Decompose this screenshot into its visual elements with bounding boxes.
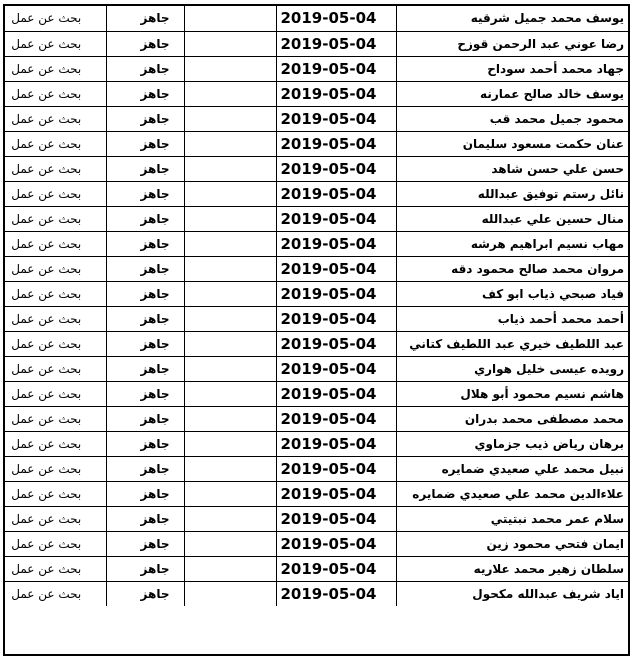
date-cell: 2019-05-04 xyxy=(276,581,396,606)
table-row xyxy=(5,181,628,206)
empty-cell xyxy=(184,456,276,481)
table-row xyxy=(5,156,628,181)
date-cell: 2019-05-04 xyxy=(276,6,396,31)
status-cell: جاهز xyxy=(106,481,184,506)
empty-cell xyxy=(184,256,276,281)
table-row xyxy=(5,331,628,356)
empty-cell xyxy=(184,131,276,156)
status-cell: جاهز xyxy=(106,56,184,81)
name-cell: محمود جميل محمد قب xyxy=(396,106,628,131)
name-cell: نبيل محمد علي صعيدي ضمايره xyxy=(396,456,628,481)
type-cell: بحث عن عمل xyxy=(5,131,106,156)
date-cell: 2019-05-04 xyxy=(276,256,396,281)
empty-cell xyxy=(184,481,276,506)
name-cell: محمد مصطفى محمد بدران xyxy=(396,406,628,431)
status-cell: جاهز xyxy=(106,231,184,256)
applicants-table xyxy=(5,6,628,606)
table-row xyxy=(5,206,628,231)
date-cell: 2019-05-04 xyxy=(276,506,396,531)
type-cell: بحث عن عمل xyxy=(5,531,106,556)
type-cell: بحث عن عمل xyxy=(5,331,106,356)
table-row xyxy=(5,256,628,281)
empty-cell xyxy=(184,181,276,206)
table-row xyxy=(5,106,628,131)
name-cell: جهاد محمد أحمد سوداح xyxy=(396,56,628,81)
status-cell: جاهز xyxy=(106,456,184,481)
document-sheet xyxy=(3,4,630,656)
table-row xyxy=(5,81,628,106)
name-cell: سلطان زهير محمد علاريه xyxy=(396,556,628,581)
name-cell: عنان حكمت مسعود سليمان xyxy=(396,131,628,156)
status-cell: جاهز xyxy=(106,506,184,531)
type-cell: بحث عن عمل xyxy=(5,106,106,131)
name-cell: نائل رستم توفيق عبدالله xyxy=(396,181,628,206)
name-cell: مهاب نسيم ابراهيم هرشه xyxy=(396,231,628,256)
status-cell: جاهز xyxy=(106,31,184,56)
date-cell: 2019-05-04 xyxy=(276,306,396,331)
type-cell: بحث عن عمل xyxy=(5,506,106,531)
status-cell: جاهز xyxy=(106,106,184,131)
table-row xyxy=(5,356,628,381)
date-cell: 2019-05-04 xyxy=(276,556,396,581)
table-row xyxy=(5,231,628,256)
empty-cell xyxy=(184,31,276,56)
empty-cell xyxy=(184,581,276,606)
name-cell: رضا عوني عبد الرحمن قوزح xyxy=(396,31,628,56)
table-row xyxy=(5,581,628,606)
status-cell: جاهز xyxy=(106,206,184,231)
empty-cell xyxy=(184,231,276,256)
empty-cell xyxy=(184,306,276,331)
name-cell: حسن علي حسن شاهد xyxy=(396,156,628,181)
type-cell: بحث عن عمل xyxy=(5,31,106,56)
status-cell: جاهز xyxy=(106,256,184,281)
name-cell: علاءالدين محمد علي صعيدي ضمايره xyxy=(396,481,628,506)
type-cell: بحث عن عمل xyxy=(5,481,106,506)
status-cell: جاهز xyxy=(106,531,184,556)
type-cell: بحث عن عمل xyxy=(5,456,106,481)
status-cell: جاهز xyxy=(106,6,184,31)
date-cell: 2019-05-04 xyxy=(276,356,396,381)
date-cell: 2019-05-04 xyxy=(276,206,396,231)
type-cell: بحث عن عمل xyxy=(5,306,106,331)
table-row xyxy=(5,531,628,556)
status-cell: جاهز xyxy=(106,156,184,181)
date-cell: 2019-05-04 xyxy=(276,431,396,456)
date-cell: 2019-05-04 xyxy=(276,381,396,406)
date-cell: 2019-05-04 xyxy=(276,281,396,306)
type-cell: بحث عن عمل xyxy=(5,256,106,281)
status-cell: جاهز xyxy=(106,331,184,356)
status-cell: جاهز xyxy=(106,556,184,581)
name-cell: هاشم نسيم محمود أبو هلال xyxy=(396,381,628,406)
empty-cell xyxy=(184,406,276,431)
date-cell: 2019-05-04 xyxy=(276,331,396,356)
empty-cell xyxy=(184,531,276,556)
type-cell: بحث عن عمل xyxy=(5,181,106,206)
type-cell: بحث عن عمل xyxy=(5,381,106,406)
type-cell: بحث عن عمل xyxy=(5,431,106,456)
status-cell: جاهز xyxy=(106,306,184,331)
table-row xyxy=(5,481,628,506)
empty-cell xyxy=(184,81,276,106)
name-cell: اياد شريف عبدالله مكحول xyxy=(396,581,628,606)
type-cell: بحث عن عمل xyxy=(5,406,106,431)
table-row xyxy=(5,6,628,31)
table-row xyxy=(5,31,628,56)
empty-cell xyxy=(184,556,276,581)
empty-cell xyxy=(184,206,276,231)
type-cell: بحث عن عمل xyxy=(5,206,106,231)
date-cell: 2019-05-04 xyxy=(276,81,396,106)
table-row xyxy=(5,431,628,456)
status-cell: جاهز xyxy=(106,381,184,406)
name-cell: يوسف محمد جميل شرقيه xyxy=(396,6,628,31)
name-cell: منال حسين علي عبدالله xyxy=(396,206,628,231)
date-cell: 2019-05-04 xyxy=(276,156,396,181)
table-body xyxy=(5,6,628,606)
table-row xyxy=(5,281,628,306)
type-cell: بحث عن عمل xyxy=(5,356,106,381)
date-cell: 2019-05-04 xyxy=(276,56,396,81)
name-cell: ايمان فتحي محمود زين xyxy=(396,531,628,556)
name-cell: فياد صبحي ذياب ابو كف xyxy=(396,281,628,306)
type-cell: بحث عن عمل xyxy=(5,56,106,81)
status-cell: جاهز xyxy=(106,581,184,606)
empty-cell xyxy=(184,6,276,31)
table-row xyxy=(5,131,628,156)
table-row xyxy=(5,456,628,481)
table-row xyxy=(5,306,628,331)
date-cell: 2019-05-04 xyxy=(276,181,396,206)
status-cell: جاهز xyxy=(106,281,184,306)
empty-cell xyxy=(184,156,276,181)
name-cell: يوسف خالد صالح عمارنه xyxy=(396,81,628,106)
date-cell: 2019-05-04 xyxy=(276,406,396,431)
name-cell: مروان محمد صالح محمود دقه xyxy=(396,256,628,281)
date-cell: 2019-05-04 xyxy=(276,481,396,506)
date-cell: 2019-05-04 xyxy=(276,106,396,131)
name-cell: سلام عمر محمد نبتيتي xyxy=(396,506,628,531)
date-cell: 2019-05-04 xyxy=(276,231,396,256)
type-cell: بحث عن عمل xyxy=(5,6,106,31)
empty-cell xyxy=(184,356,276,381)
empty-cell xyxy=(184,381,276,406)
status-cell: جاهز xyxy=(106,131,184,156)
empty-cell xyxy=(184,281,276,306)
table-row xyxy=(5,56,628,81)
name-cell: أحمد محمد أحمد ذياب xyxy=(396,306,628,331)
name-cell: برهان رياض ذيب جزماوي xyxy=(396,431,628,456)
type-cell: بحث عن عمل xyxy=(5,281,106,306)
table-row xyxy=(5,506,628,531)
date-cell: 2019-05-04 xyxy=(276,31,396,56)
date-cell: 2019-05-04 xyxy=(276,531,396,556)
status-cell: جاهز xyxy=(106,406,184,431)
date-cell: 2019-05-04 xyxy=(276,456,396,481)
empty-cell xyxy=(184,56,276,81)
table-row xyxy=(5,406,628,431)
empty-cell xyxy=(184,506,276,531)
date-cell: 2019-05-04 xyxy=(276,131,396,156)
name-cell: عبد اللطيف خيري عبد اللطيف كتاني xyxy=(396,331,628,356)
type-cell: بحث عن عمل xyxy=(5,556,106,581)
empty-cell xyxy=(184,331,276,356)
type-cell: بحث عن عمل xyxy=(5,231,106,256)
type-cell: بحث عن عمل xyxy=(5,81,106,106)
type-cell: بحث عن عمل xyxy=(5,581,106,606)
table-row xyxy=(5,381,628,406)
table-row xyxy=(5,556,628,581)
name-cell: رويده عيسى خليل هواري xyxy=(396,356,628,381)
empty-cell xyxy=(184,106,276,131)
status-cell: جاهز xyxy=(106,181,184,206)
status-cell: جاهز xyxy=(106,356,184,381)
status-cell: جاهز xyxy=(106,81,184,106)
type-cell: بحث عن عمل xyxy=(5,156,106,181)
empty-cell xyxy=(184,431,276,456)
status-cell: جاهز xyxy=(106,431,184,456)
